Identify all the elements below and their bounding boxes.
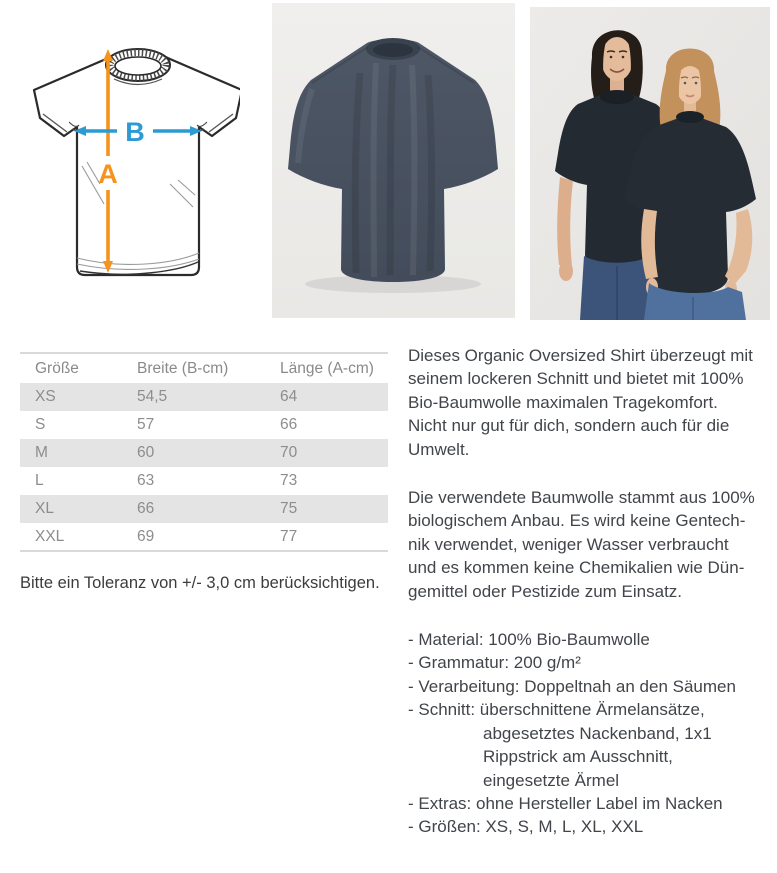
size-cell: S [35,416,46,433]
table-row-s [20,411,388,439]
width-cell: 60 [137,444,155,461]
description-paragraph-1 [408,344,776,461]
product-description [408,344,776,839]
size-measure-diagram [20,8,240,308]
table-row-xxl [20,523,388,551]
size-table [20,352,388,552]
length-cell: 75 [280,500,298,517]
text-line: Dieses Organic Oversized Shirt überzeugt mit [408,346,753,365]
product-shirt-photo [272,3,515,318]
spec-list [408,628,776,839]
size-cell: L [35,472,44,489]
male-face [601,37,633,81]
width-cell: 66 [137,500,155,517]
table-row-l [20,467,388,495]
spec-line-schnitt-cont: eingesetzte Ärmel [483,770,620,790]
spec-line-schnitt-cont: Rippstrick am Ausschnitt, [483,747,673,767]
shirt-collar-opening [373,43,413,57]
female-shirt-collar [676,111,704,123]
text-line: Umwelt. [408,439,470,459]
width-cell: 69 [137,527,155,545]
length-cell: 73 [280,472,298,489]
models-photo-svg [530,7,770,320]
text-line: Die verwendete Baumwolle stammt aus 100% [408,488,755,508]
size-cell: XS [35,388,56,405]
text-line: nik verwendet, weniger Wasser verbraucht [408,534,729,554]
size-cell: M [35,444,48,461]
header-width: Breite (B-cm) [137,359,229,377]
length-cell: 66 [280,416,298,433]
length-cell: 64 [280,388,298,405]
measure-label-a: A [98,159,118,189]
tolerance-note: Bitte ein Toleranz von +/- 3,0 cm berücksichtigen. [20,574,380,592]
text-line: Bio-Baumwolle maximalen Tragekomfort. [408,392,718,412]
male-eye-right [622,56,625,59]
product-shirt-photo-svg [272,3,515,318]
models-photo [530,7,770,320]
female-eye-right [695,82,698,85]
spec-line-material: - Material: 100% Bio-Baumwolle [408,630,650,650]
female-eye-left [684,82,687,85]
spec-line-schnitt: - Schnitt: überschnittene Ärmelansätze, [408,700,705,720]
description-paragraph-2 [408,486,776,603]
spec-line-extras: - Extras: ohne Hersteller Label im Nacken [408,793,723,813]
size-diagram-svg [20,8,240,308]
size-cell: XXL [35,527,65,545]
width-cell: 54,5 [137,388,168,405]
collar-inner [115,57,161,75]
spec-line-grammatur: - Grammatur: 200 g/m² [408,653,581,673]
width-cell: 63 [137,472,155,489]
text-line: biologischem Anbau. Es wird keine Gentech- [408,511,746,531]
spec-line-groessen: - Größen: XS, S, M, L, XL, XXL [408,817,644,837]
male-hand-left [559,261,573,281]
header-length: Länge (A-cm) [280,359,374,377]
shirt-outline-drawing [34,49,240,275]
male-eye-left [610,56,613,59]
width-cell: 57 [137,416,155,433]
header-size: Größe [35,359,79,377]
length-cell: 70 [280,444,298,461]
text-line: seinem lockeren Schnitt und bietet mit 100% [408,369,744,389]
measure-label-b: B [125,117,145,147]
spec-line-schnitt-cont: abgesetztes Nackenband, 1x1 [483,723,712,743]
table-row-m [20,439,388,467]
male-shirt-collar [600,90,634,104]
text-line: Nicht nur gut für dich, sondern auch für die [408,416,730,436]
size-cell: XL [35,500,54,517]
spec-line-verarbeitung: - Verarbeitung: Doppeltnah an den Säumen [408,676,736,696]
text-line: gemittel oder Pestizide zum Einsatz. [408,581,683,601]
size-table-header-row [20,353,388,383]
text-line: und es kommen keine Chemikalien wie Dün- [408,558,745,578]
length-cell: 77 [280,527,298,545]
table-row-xs [20,383,388,411]
table-row-xl [20,495,388,523]
